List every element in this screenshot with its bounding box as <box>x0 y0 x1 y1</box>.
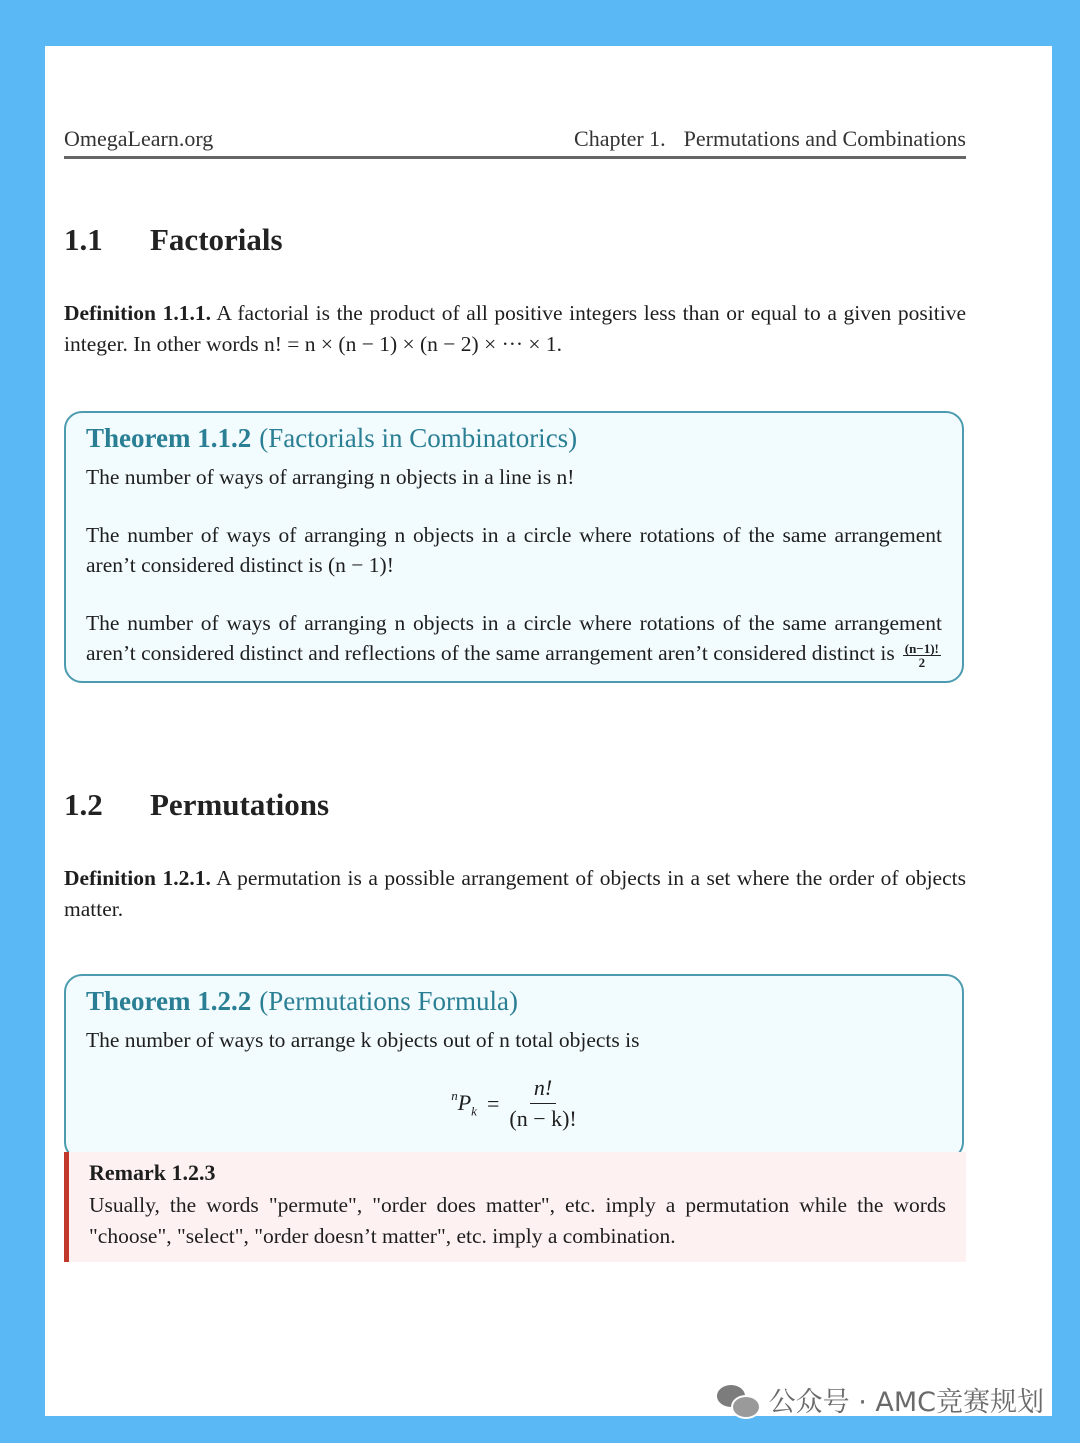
formula-numerator: n! <box>530 1075 556 1104</box>
remark-label: Remark 1.2.3 <box>89 1160 216 1185</box>
chapter-number: Chapter 1. <box>574 126 666 151</box>
fraction <box>903 642 941 669</box>
formula-superscript: n <box>451 1087 458 1103</box>
definition-label: Definition 1.2.1. <box>64 866 211 890</box>
theorem-circle-rotations: The number of ways of arranging n objects in a circle where rotations of the same arrangement aren’t considered distinct is (n − 1)! <box>86 523 942 577</box>
permutation-formula <box>86 1075 942 1132</box>
equals-sign: = <box>486 1090 500 1116</box>
remark-text: Usually, the words "permute", "order does matter", etc. imply a permutation while the words "choose", "select", "order doesn’t matter", etc. imply a combination. <box>89 1193 946 1248</box>
definition-label: Definition 1.1.1. <box>64 301 211 325</box>
theorem-name: (Permutations Formula) <box>259 986 518 1016</box>
section-heading-permutations <box>64 787 329 823</box>
remark-box <box>64 1152 966 1262</box>
theorem-box-permutations <box>64 974 964 1160</box>
definition-permutation <box>64 863 966 925</box>
theorem-label: Theorem 1.1.2 <box>86 423 252 453</box>
theorem-heading <box>86 423 942 454</box>
chapter-title: Permutations and Combinations <box>683 126 966 151</box>
theorem-name: (Factorials in Combinatorics) <box>259 423 578 453</box>
theorem-label: Theorem 1.2.2 <box>86 986 252 1016</box>
watermark <box>717 1380 1044 1419</box>
site-name: OmegaLearn.org <box>64 126 214 151</box>
formula-symbol: P <box>457 1089 472 1115</box>
theorem-box-factorials <box>64 411 964 683</box>
definition-factorial <box>64 298 966 360</box>
theorem-circle-reflections <box>86 608 942 669</box>
section-title: Factorials <box>150 222 283 257</box>
fraction-denominator: 2 <box>918 654 926 670</box>
formula-fraction <box>509 1075 576 1132</box>
theorem-text: The number of ways to arrange k objects out of n total objects is <box>86 1028 640 1052</box>
watermark-text: 公众号 · AMC竞赛规划 <box>768 1387 1044 1418</box>
section-title: Permutations <box>150 787 330 822</box>
formula-subscript: k <box>471 1103 477 1119</box>
definition-text: A factorial is the product of all positive integers less than or equal to a given positive integer. In other words n! = n × (n − 1) × (n − 2) × ··· × 1. <box>64 301 966 356</box>
section-number: 1.1 <box>64 222 103 257</box>
definition-text: A permutation is a possible arrangement of objects in a set where the order of objects matter. <box>64 866 966 921</box>
theorem-line-arrangement: The number of ways of arranging n objects in a line is n! <box>86 465 575 489</box>
section-number: 1.2 <box>64 787 103 822</box>
formula-denominator: (n − k)! <box>509 1106 577 1131</box>
running-header <box>64 126 966 159</box>
formula-lhs <box>451 1088 477 1119</box>
fraction-numerator: (n−1)! <box>904 640 939 656</box>
theorem-heading <box>86 986 942 1017</box>
section-heading-factorials <box>64 222 283 258</box>
wechat-icon <box>717 1383 759 1417</box>
theorem-circle-reflections-text: The number of ways of arranging n objects in a circle where rotations of the same arrangement aren’t considered distinct and reflections of the same arrangement aren’t considered distinct is <box>86 611 942 665</box>
chapter-heading <box>574 126 966 152</box>
